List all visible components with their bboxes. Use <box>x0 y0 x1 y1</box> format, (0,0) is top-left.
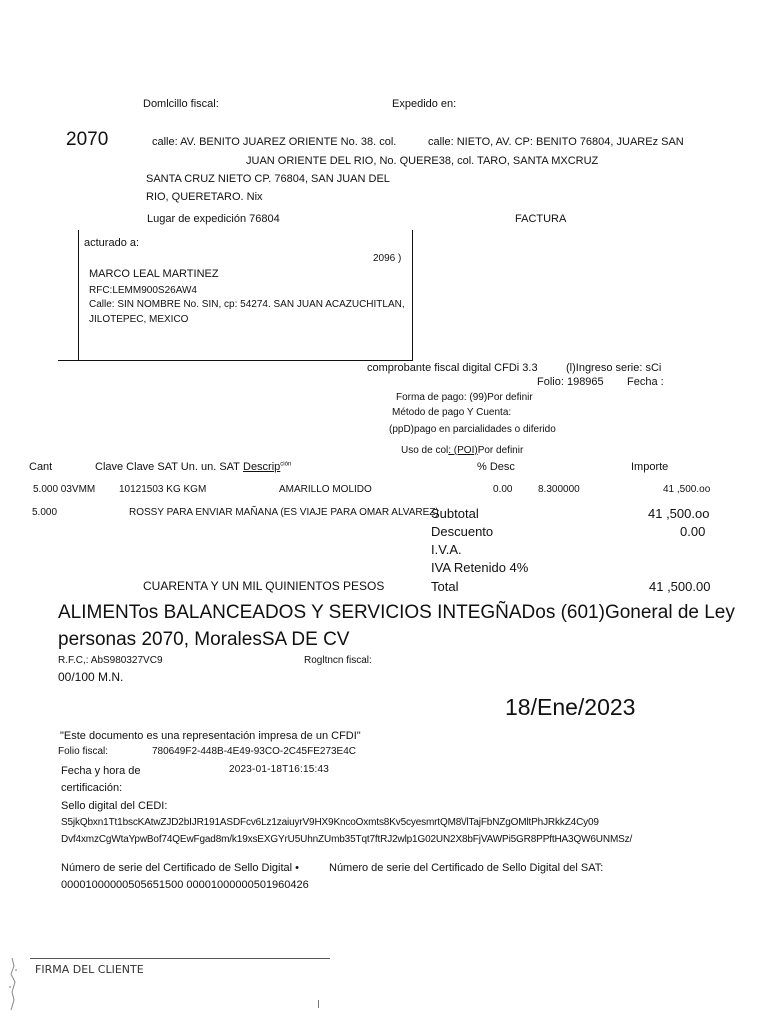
subtotal-label: Subtotal <box>431 506 479 521</box>
row2-cant: 5.000 <box>32 507 58 518</box>
col-descrip-text: Descrip <box>243 461 281 473</box>
expedido-address-line1: calle: NIETO, AV. CP: BENITO 76804, JUAREz SAN <box>428 136 684 148</box>
fecha-certificacion-value: 2023-01-18T16:15:43 <box>229 764 329 775</box>
uso-cfdi-prefix: Uso de col <box>401 445 449 456</box>
row1-precio: 8.300000 <box>538 484 580 495</box>
col-descrip-sup: ción <box>280 461 292 468</box>
emisor-rfc: R.F.C,: AbS980327VC9 <box>58 655 163 666</box>
col-desc-header: % Desc <box>477 461 515 473</box>
comprobante-label: comprobante fiscal digital CFDi 3.3 <box>367 362 538 374</box>
sello-digital-label: Sello digital del CEDI: <box>61 800 168 812</box>
amount-cents: 00/100 M.N. <box>58 670 124 684</box>
firma-cliente-label: FIRMA DEL CLIENTE <box>35 963 144 976</box>
domicilio-address-line1: calle: AV. BENITO JUAREZ ORIENTE No. 38. col. <box>152 136 397 148</box>
descuento-value: 0.00 <box>680 524 706 539</box>
col-cant-header: Cant <box>29 461 53 473</box>
uso-cfdi <box>401 445 523 457</box>
cfdi-representation: "Este documento es una representación impresa de un CFDI" <box>60 730 361 742</box>
client-box-left-border <box>78 230 79 361</box>
iva-label: I.V.A. <box>431 542 462 557</box>
invoice-date: 18/Ene/2023 <box>505 694 636 720</box>
facturado-a-label: acturado a: <box>84 237 140 249</box>
domicilio-address-line3: RIO, QUERETARO. Nix <box>146 191 263 203</box>
row1-descripcion: AMARILLO MOLIDO <box>279 484 372 495</box>
lugar-expedicion: Lugar de expedición 76804 <box>147 213 280 225</box>
folio-fiscal-value: 780649F2-448B-4E49-93CO-2C45FE273E4C <box>152 746 357 757</box>
descuento-label: Descuento <box>431 524 494 539</box>
row1-clave: 10121503 KG KGM <box>119 484 207 495</box>
fecha-certificacion-label: Fecha y hora de <box>61 765 141 777</box>
total-label: Total <box>431 579 459 594</box>
client-address-line1: Calle: SIN NOMBRE No. SIN, cp: 54274. SAN JUAN ACAZUCHITLAN, <box>89 299 405 310</box>
domicilio-address-line2: SANTA CRUZ NIETO CP. 76804, SAN JUAN DEL <box>146 173 390 185</box>
fecha-label: Fecha : <box>627 376 664 388</box>
row2-descripcion: ROSSY PARA ENVIAR MAÑANA (ES VIAJE PARA OMAR ALVAREZ) <box>129 507 439 518</box>
col-clave-header: Clave Clave SAT Un. un. SAT <box>95 461 240 473</box>
forma-pago: Forma de pago: (99)Por definir <box>396 392 533 403</box>
domicilio-fiscal-label: Domlcillo fiscal: <box>143 98 219 110</box>
col-descripcion-header <box>243 461 291 474</box>
serie-certificado-sat-label: Número de serie del Certificado de Sello Digital del SAT: <box>329 862 604 874</box>
signature-line <box>30 958 330 959</box>
client-box-right-border <box>412 230 413 361</box>
edge-mark-icon <box>4 952 24 1014</box>
serie-certificado-values: 00001000000505651500 00001000000501960426 <box>61 879 309 891</box>
client-box-bottom-border <box>58 360 413 361</box>
expedido-en-label: Expedido en: <box>392 98 457 110</box>
sello-digital-line2: Dvf4xmzCgWtaYpwBof74QEwFgad8m/k19xsEXGYrU5UhnZUmb35Tqt7ftRJ2wlp1G02UN2X8bFjVAWPi5GR8PPftHA3QW6UNMSz/ <box>61 834 633 845</box>
col-importe-header: Importe <box>631 461 669 473</box>
certificacion-label: certificación: <box>61 782 123 794</box>
iva-retenido-label: IVA Retenido 4% <box>431 560 529 575</box>
document-type: FACTURA <box>515 213 567 225</box>
serie-certificado-label: Número de serie del Certificado de Sello Digital • <box>61 862 300 874</box>
emisor-name-line1: ALIMENTos BALANCEADOS Y SERVICIOS INTEGÑADos (601)Goneral de Ley <box>58 602 735 623</box>
folio-fiscal-label: Folio fiscal: <box>58 746 109 757</box>
amount-in-words: CUARENTA Y UN MIL QUINIENTOS PESOS <box>143 579 385 593</box>
client-name: MARCO LEAL MARTINEZ <box>89 268 219 280</box>
client-address-line2: JILOTEPEC, MEXICO <box>89 314 189 325</box>
expedido-address-line2: JUAN ORIENTE DEL RIO, No. QUERE38, col. TARO, SANTA MXCRUZ <box>246 155 599 167</box>
emisor-regimen: Rogltncn fiscal: <box>304 655 372 666</box>
uso-cfdi-suffix: Por definir <box>477 445 524 456</box>
ingreso-serie: (l)Ingreso serie: sCi <box>566 362 662 374</box>
metodo-pago-value: (ppD)pago en parcialidades o diferido <box>389 424 556 435</box>
client-ref: 2096 ) <box>373 253 402 264</box>
row1-importe: 41 ,500.oo <box>663 484 711 495</box>
folio: Folio: 198965 <box>537 376 604 388</box>
tick-mark <box>318 1000 319 1008</box>
sello-digital-line1: S5jkQbxn1Tt1bscKAtwZJD2bIJR191ASDFcv6Lz1zaiuyrV9HX9KncoOxmts8Kv5cyesmrtQM8\/lTajFbNZgOMltPhJRkkZ4Cy09 <box>61 817 599 828</box>
metodo-pago-label: Método de pago Y Cuenta: <box>392 407 512 418</box>
row1-desc: 0.00 <box>493 484 513 495</box>
total-value: 41 ,500.00 <box>649 579 711 594</box>
subtotal-value: 41 ,500.oo <box>648 506 710 521</box>
row1-cant-unit: 5.000 03VMM <box>33 484 96 495</box>
document-number: 2070 <box>66 129 109 150</box>
uso-cfdi-code: : (POI) <box>448 445 478 456</box>
emisor-name-line2: personas 2070, MoralesSA DE CV <box>58 629 350 650</box>
client-rfc: RFC:LEMM900S26AW4 <box>89 285 197 296</box>
